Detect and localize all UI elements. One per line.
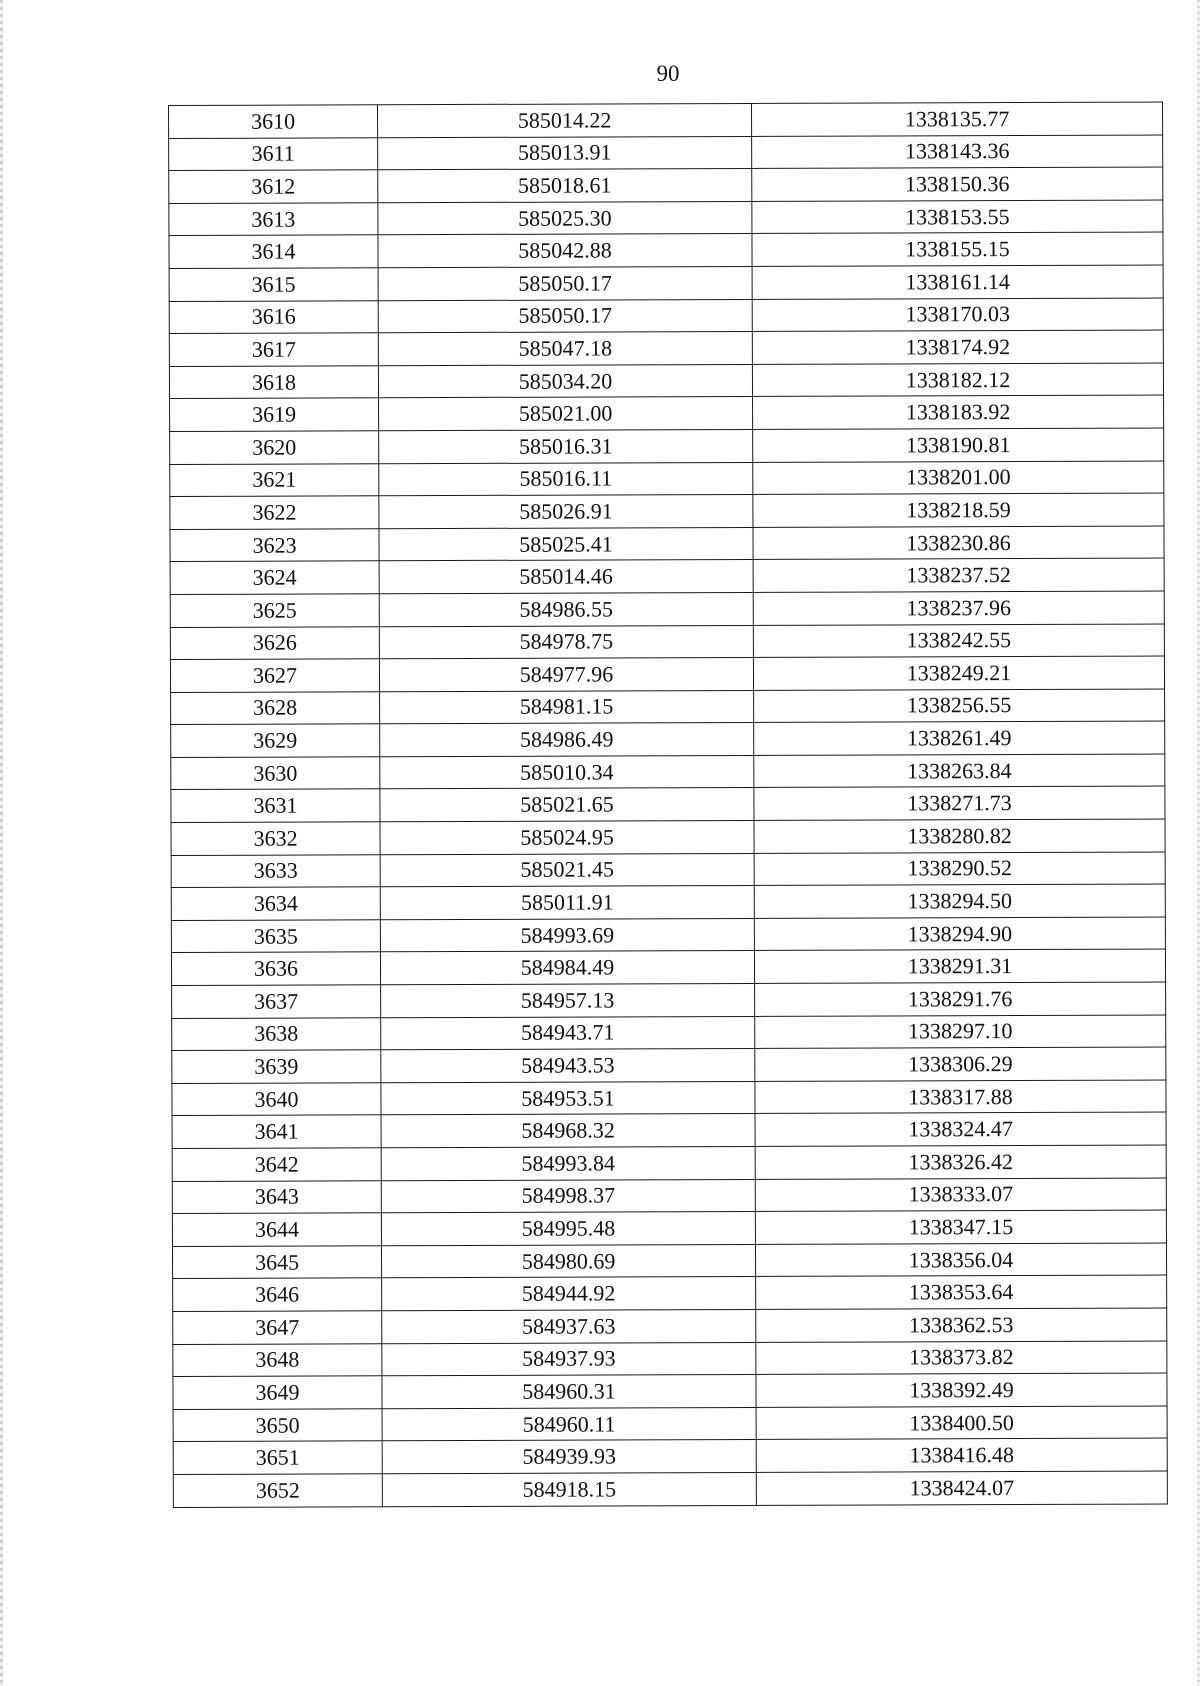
table-row — [172, 1243, 1166, 1279]
point-number-cell: 3648 — [173, 1343, 382, 1376]
x-coordinate-cell: 584939.93 — [382, 1440, 756, 1474]
x-coordinate-cell: 585010.34 — [380, 755, 754, 789]
x-coordinate-cell: 585021.65 — [380, 788, 754, 822]
x-coordinate-cell: 585047.18 — [378, 332, 752, 366]
point-number-cell: 3646 — [173, 1278, 382, 1311]
point-number-cell: 3626 — [170, 626, 379, 659]
x-coordinate-cell: 584937.63 — [382, 1309, 756, 1343]
x-coordinate-cell: 585025.41 — [379, 527, 753, 561]
y-coordinate-cell: 1338256.55 — [754, 689, 1165, 723]
y-coordinate-cell: 1338353.64 — [756, 1275, 1167, 1309]
y-coordinate-cell: 1338153.55 — [752, 200, 1163, 234]
point-number-cell: 3652 — [173, 1474, 382, 1507]
point-number-cell: 3631 — [171, 789, 380, 822]
x-coordinate-cell: 584986.55 — [379, 592, 753, 626]
y-coordinate-cell: 1338317.88 — [755, 1080, 1166, 1114]
y-coordinate-cell: 1338242.55 — [753, 624, 1164, 658]
table-row — [169, 200, 1163, 236]
point-number-cell: 3640 — [172, 1083, 381, 1116]
table-row — [170, 558, 1164, 594]
point-number-cell: 3610 — [169, 105, 378, 138]
point-number-cell: 3617 — [169, 333, 378, 366]
point-number-cell: 3639 — [172, 1050, 381, 1083]
table-row — [172, 1178, 1166, 1214]
table-row — [170, 526, 1164, 562]
table-row — [169, 265, 1163, 301]
table-row — [171, 721, 1165, 757]
x-coordinate-cell: 584918.15 — [382, 1472, 756, 1506]
table-row — [173, 1275, 1167, 1311]
y-coordinate-cell: 1338249.21 — [753, 656, 1164, 690]
x-coordinate-cell: 585021.45 — [380, 853, 754, 887]
table-row — [172, 982, 1166, 1018]
x-coordinate-cell: 585016.11 — [379, 462, 753, 496]
point-number-cell: 3615 — [169, 268, 378, 301]
table-row — [171, 852, 1165, 888]
y-coordinate-cell: 1338356.04 — [755, 1243, 1166, 1277]
x-coordinate-cell: 584993.84 — [381, 1146, 755, 1180]
point-number-cell: 3630 — [171, 757, 380, 790]
y-coordinate-cell: 1338347.15 — [755, 1210, 1166, 1244]
table-row — [169, 135, 1163, 171]
y-coordinate-cell: 1338362.53 — [756, 1308, 1167, 1342]
table-row — [170, 624, 1164, 660]
table-row — [171, 917, 1165, 953]
point-number-cell: 3628 — [171, 691, 380, 724]
coordinates-table-body — [169, 102, 1168, 1507]
point-number-cell: 3616 — [169, 300, 378, 333]
table-row — [170, 591, 1164, 627]
x-coordinate-cell: 585011.91 — [380, 886, 754, 920]
point-number-cell: 3645 — [172, 1246, 381, 1279]
point-number-cell: 3635 — [171, 920, 380, 953]
page-number: 90 — [656, 61, 680, 86]
y-coordinate-cell: 1338324.47 — [755, 1112, 1166, 1146]
y-coordinate-cell: 1338182.12 — [752, 363, 1163, 397]
table-row — [171, 884, 1165, 920]
y-coordinate-cell: 1338294.50 — [754, 884, 1165, 918]
point-number-cell: 3650 — [173, 1409, 382, 1442]
y-coordinate-cell: 1338237.52 — [753, 558, 1164, 592]
point-number-cell: 3641 — [172, 1115, 381, 1148]
x-coordinate-cell: 585026.91 — [379, 495, 753, 529]
y-coordinate-cell: 1338373.82 — [756, 1341, 1167, 1375]
y-coordinate-cell: 1338291.76 — [755, 982, 1166, 1016]
table-row — [173, 1438, 1167, 1474]
point-number-cell: 3642 — [172, 1148, 381, 1181]
y-coordinate-cell: 1338190.81 — [753, 428, 1164, 462]
y-coordinate-cell: 1338297.10 — [755, 1015, 1166, 1049]
y-coordinate-cell: 1338150.36 — [752, 167, 1163, 201]
x-coordinate-cell: 584943.71 — [381, 1016, 755, 1050]
y-coordinate-cell: 1338155.15 — [752, 232, 1163, 266]
y-coordinate-cell: 1338294.90 — [754, 917, 1165, 951]
x-coordinate-cell: 585013.91 — [378, 136, 752, 170]
point-number-cell: 3612 — [169, 170, 378, 203]
y-coordinate-cell: 1338290.52 — [754, 852, 1165, 886]
y-coordinate-cell: 1338424.07 — [756, 1471, 1167, 1505]
table-row — [172, 1210, 1166, 1246]
y-coordinate-cell: 1338326.42 — [755, 1145, 1166, 1179]
y-coordinate-cell: 1338400.50 — [756, 1406, 1167, 1440]
x-coordinate-cell: 584986.49 — [380, 723, 754, 757]
x-coordinate-cell: 585050.17 — [378, 299, 752, 333]
x-coordinate-cell: 584937.93 — [382, 1342, 756, 1376]
table-row — [172, 1112, 1166, 1148]
coordinates-table — [168, 102, 1168, 1508]
table-row — [172, 1015, 1166, 1051]
table-row — [172, 1145, 1166, 1181]
point-number-cell: 3644 — [172, 1213, 381, 1246]
x-coordinate-cell: 585025.30 — [378, 201, 752, 235]
table-row — [171, 754, 1165, 790]
x-coordinate-cell: 584978.75 — [379, 625, 753, 659]
x-coordinate-cell: 584953.51 — [381, 1081, 755, 1115]
point-number-cell: 3649 — [173, 1376, 382, 1409]
y-coordinate-cell: 1338174.92 — [752, 330, 1163, 364]
table-row — [170, 493, 1164, 529]
point-number-cell: 3619 — [170, 398, 379, 431]
point-number-cell: 3636 — [171, 952, 380, 985]
x-coordinate-cell: 585042.88 — [378, 234, 752, 268]
table-row — [173, 1341, 1167, 1377]
point-number-cell: 3623 — [170, 528, 379, 561]
table-row — [172, 1080, 1166, 1116]
y-coordinate-cell: 1338170.03 — [752, 298, 1163, 332]
x-coordinate-cell: 584977.96 — [379, 658, 753, 692]
scan-left-edge — [0, 0, 3, 1686]
table-row — [169, 232, 1163, 268]
x-coordinate-cell: 584960.11 — [382, 1407, 756, 1441]
y-coordinate-cell: 1338291.31 — [754, 949, 1165, 983]
table-row — [173, 1373, 1167, 1409]
x-coordinate-cell: 585014.46 — [379, 560, 753, 594]
y-coordinate-cell: 1338416.48 — [756, 1438, 1167, 1472]
x-coordinate-cell: 585034.20 — [378, 364, 752, 398]
point-number-cell: 3621 — [170, 463, 379, 496]
y-coordinate-cell: 1338143.36 — [752, 135, 1163, 169]
point-number-cell: 3629 — [171, 724, 380, 757]
x-coordinate-cell: 584960.31 — [382, 1375, 756, 1409]
y-coordinate-cell: 1338183.92 — [753, 395, 1164, 429]
point-number-cell: 3613 — [169, 203, 378, 236]
x-coordinate-cell: 584998.37 — [381, 1179, 755, 1213]
point-number-cell: 3625 — [170, 594, 379, 627]
y-coordinate-cell: 1338306.29 — [755, 1047, 1166, 1081]
x-coordinate-cell: 584995.48 — [381, 1212, 755, 1246]
point-number-cell: 3647 — [173, 1311, 382, 1344]
point-number-cell: 3633 — [171, 854, 380, 887]
table-row — [171, 786, 1165, 822]
table-row — [172, 1047, 1166, 1083]
point-number-cell: 3620 — [170, 431, 379, 464]
y-coordinate-cell: 1338218.59 — [753, 493, 1164, 527]
x-coordinate-cell: 585024.95 — [380, 821, 754, 855]
table-row — [173, 1308, 1167, 1344]
x-coordinate-cell: 584943.53 — [381, 1049, 755, 1083]
point-number-cell: 3651 — [173, 1441, 382, 1474]
coordinates-table-container — [168, 105, 1162, 1508]
table-row — [169, 298, 1163, 334]
table-row — [170, 461, 1164, 497]
x-coordinate-cell: 585018.61 — [378, 169, 752, 203]
point-number-cell: 3632 — [171, 822, 380, 855]
table-row — [173, 1406, 1167, 1442]
x-coordinate-cell: 585050.17 — [378, 266, 752, 300]
x-coordinate-cell: 584984.49 — [380, 951, 754, 985]
x-coordinate-cell: 584957.13 — [381, 983, 755, 1017]
point-number-cell: 3627 — [170, 659, 379, 692]
point-number-cell: 3643 — [172, 1180, 381, 1213]
x-coordinate-cell: 584980.69 — [381, 1244, 755, 1278]
table-row — [170, 656, 1164, 692]
table-row — [169, 363, 1163, 399]
x-coordinate-cell: 584993.69 — [380, 918, 754, 952]
table-row — [169, 167, 1163, 203]
y-coordinate-cell: 1338280.82 — [754, 819, 1165, 853]
table-row — [170, 428, 1164, 464]
y-coordinate-cell: 1338271.73 — [754, 786, 1165, 820]
y-coordinate-cell: 1338392.49 — [756, 1373, 1167, 1407]
table-row — [170, 395, 1164, 431]
point-number-cell: 3634 — [171, 887, 380, 920]
point-number-cell: 3622 — [170, 496, 379, 529]
table-row — [169, 102, 1163, 138]
point-number-cell: 3611 — [169, 137, 378, 170]
y-coordinate-cell: 1338201.00 — [753, 461, 1164, 495]
x-coordinate-cell: 584944.92 — [382, 1277, 756, 1311]
x-coordinate-cell: 585014.22 — [378, 103, 752, 137]
y-coordinate-cell: 1338230.86 — [753, 526, 1164, 560]
table-row — [171, 689, 1165, 725]
point-number-cell: 3618 — [169, 366, 378, 399]
y-coordinate-cell: 1338261.49 — [754, 721, 1165, 755]
table-row — [169, 330, 1163, 366]
point-number-cell: 3624 — [170, 561, 379, 594]
y-coordinate-cell: 1338135.77 — [751, 102, 1162, 136]
table-row — [173, 1471, 1167, 1507]
point-number-cell: 3614 — [169, 235, 378, 268]
x-coordinate-cell: 584981.15 — [380, 690, 754, 724]
point-number-cell: 3637 — [172, 985, 381, 1018]
y-coordinate-cell: 1338333.07 — [755, 1178, 1166, 1212]
y-coordinate-cell: 1338237.96 — [753, 591, 1164, 625]
x-coordinate-cell: 584968.32 — [381, 1114, 755, 1148]
table-row — [171, 819, 1165, 855]
x-coordinate-cell: 585016.31 — [379, 429, 753, 463]
y-coordinate-cell: 1338263.84 — [754, 754, 1165, 788]
y-coordinate-cell: 1338161.14 — [752, 265, 1163, 299]
point-number-cell: 3638 — [172, 1017, 381, 1050]
table-row — [171, 949, 1165, 985]
x-coordinate-cell: 585021.00 — [379, 397, 753, 431]
